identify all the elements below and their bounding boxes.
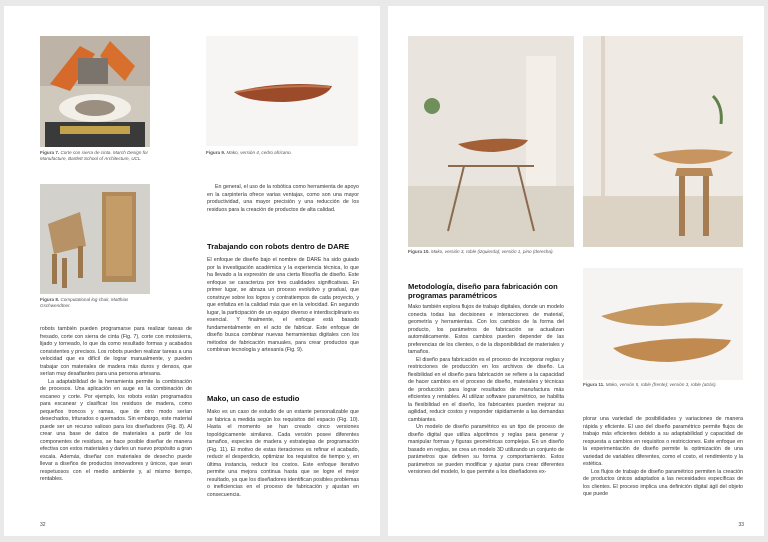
heading-mako: Mako, un caso de estudio [207, 394, 300, 403]
fig9-photo [206, 36, 358, 146]
fig10-photo-right [583, 36, 743, 247]
fig7-caption: Figura 7. Corte con sierra de cinta. March Design for Manufacture, Bartlett School of Architecture, UCL. [40, 150, 149, 161]
fig10-caption: Figura 10. Mako, versión 3, roble (izquierda); versión 1, pino (derecha). [408, 249, 554, 254]
paragraph: Un modelo de diseño paramétrico es un tipo de proceso de diseño digital que utiliza algoritmos y reglas para generar y manipular formas y figuras geométricas complejas. En un diseño basado en reglas, se crea un modelo 3D utilizando un conjunto de parámetros que definen su forma y comportamiento. Estos parámetros se pueden modificar y ajustar para crear diferentes versiones del modelo, lo que permite a los diseñadores ex- [408, 424, 564, 475]
dare-body [207, 257, 359, 355]
fig8-caption: Figura 8. Computational log chair, Matthias Gschwendtner. [40, 297, 129, 308]
page-number: 32 [40, 522, 46, 528]
paragraph: Los flujos de trabajo de diseño paramétrico permiten la creación de productos únicos adaptados a las necesidades específicas de los clientes. El proceso implica una definición digital ágil del objeto que puede [583, 468, 743, 497]
paragraph: El diseño para fabricación es el proceso de incorporar reglas y restricciones de producción en los archivos de diseño. La flexibilidad en el diseño para fabricación se refiere a la capacidad de hacer cambios en el proceso de diseño, materiales y técnicas de producción para lograr resultados de manufactura más eficientes y rentables. Al utilizar software paramétrico, se habilita la flexibilidad en el diseño, los fabricantes pueden mejorar su agilidad, reducir costos y responder rápidamente a las demandas cambiantes. [408, 356, 564, 423]
page-number: 33 [738, 522, 744, 528]
right-page [388, 6, 764, 536]
fig10-photo-left [408, 36, 574, 247]
paragraph: Mako también explora flujos de trabajo digitales, donde un modelo conecta todas las decisiones e interacciones de material, geometría y herramientas. Con los cambios de la forma del producto, los parámetros de fabricación se actualizan automáticamente. Estos cambios pueden depender de las preferencias de los clientes, o de la disponibilidad de materiales y tamaños. [408, 304, 564, 355]
paragraph: La adaptabilidad de la herramienta permite la combinación de procesos. Una aplicación en auge es la combinación de escaneo y corte. Por ejemplo, los robots están programados para escanear y clasificar los residuos de madera, como pequeños troncos y ramas, que de otro modo serían desechados, triturados o quemados. Sin embargo, este material puede ser un recurso valioso para los diseñadores (Fig. 8). Al crear una base de datos de materiales a partir de los componentes de residuos, se hace posible diseñar de manera efectiva con estos materiales y darles un nuevo propósito a gran escala. Además, diseñar con materiales de desecho puede llevar a diseños de productos innovadores y únicos, que sean respetuosos con el medio ambiente y, al mismo tiempo, rentables. [40, 378, 192, 482]
left-col2-intro [207, 184, 359, 214]
paragraph: Mako es un caso de estudio de un estante personalizable que se fabrica a medida según los requisitos del espacio (Fig. 10). Hasta el momento se han creado cinco versiones topológicamente similares. Cada versión posee diferentes tamaños, especies de madera y estrategias de programación (Fig. 11). El motivo de estas iteraciones es refinar el acabado, reducir el desperdicio, optimizar los requisitos de tiempo y, en última instancia, reducir los costos. Este enfoque iterativo permite una mejora continua hasta que se logre el mejor resultado, ya que los diseñadores identifican posibles problemas o ineficiencias en el proceso de fabricación y ajustan en consecuencia. [207, 409, 359, 498]
paragraph: El enfoque de diseño bajo el nombre de DARE ha sido guiado por la investigación académica y la experiencia técnica, lo que ha llevado a la expresión de una cierta filosofía de diseño. Este enfoque se caracteriza por tres cualidades significativas. En primer lugar, se abraza un proceso evolutivo y gradual, que construye sobre los logros y contratiempos de cada proyecto, y que enfatiza en la calidad más que en la velocidad. En segundo lugar, la participación de un equipo diverso e interdisciplinario es esencial. Y finalmente, el enfoque está basado fundamentalmente en el acto de fabricar. Este enfoque de diseño busca combinar nuevas herramientas digitales con los métodos de fabricación manuales, para crear productos que combinan tecnología y artesanía (Fig. 9). [207, 257, 359, 353]
left-page [4, 6, 380, 536]
mako-body [207, 409, 359, 499]
heading-dare: Trabajando con robots dentro de DARE [207, 242, 350, 251]
fig7-photo [40, 36, 150, 147]
left-col1-body [40, 326, 192, 484]
paragraph: En general, el uso de la robótica como herramienta de apoyo en la carpintería ofrece varias ventajas, como son una mayor productividad, una mayor precisión y una reducción de los residuos para la creación de productos de alta calidad. [207, 184, 359, 213]
paragraph: robots también pueden programarse para realizar tareas de fresado, corte con sierra de cinta (Fig. 7), corte con motosierra, lijado y torneado, lo que da como resultado formas y acabados consistentes y precisos. Los robots pueden realizar tareas a una velocidad que es difícil de lograr manualmente, y pueden trabajar con materiales de madera más duros y densos, que serían muy desafiantes para una persona artesana. [40, 326, 192, 377]
meto-body [408, 304, 564, 477]
fig9-caption: Figura 9. Mako, versión 4, cedro africano. [206, 150, 292, 155]
paragraph: plorar una variedad de posibilidades y variaciones de manera rápida y eficiente. El uso del diseño paramétrico permite flujos de trabajo más eficientes debido a su adaptabilidad y capacidad de respuesta a cambios en requisitos o restricciones. Este enfoque en la experimentación de diseño permite la optimización de una variedad de variables diferentes, como el costo, el rendimiento y la estética. [583, 416, 743, 467]
fig11-photo [583, 268, 743, 380]
heading-metodologia: Metodología, diseño para fabricación con programas paramétricos [408, 282, 558, 300]
fig8-photo [40, 184, 150, 294]
right-col2-body [583, 416, 743, 499]
fig11-caption: Figura 11. Mako, versión 5, roble (frente); versión 3, roble (atrás). [583, 382, 717, 387]
